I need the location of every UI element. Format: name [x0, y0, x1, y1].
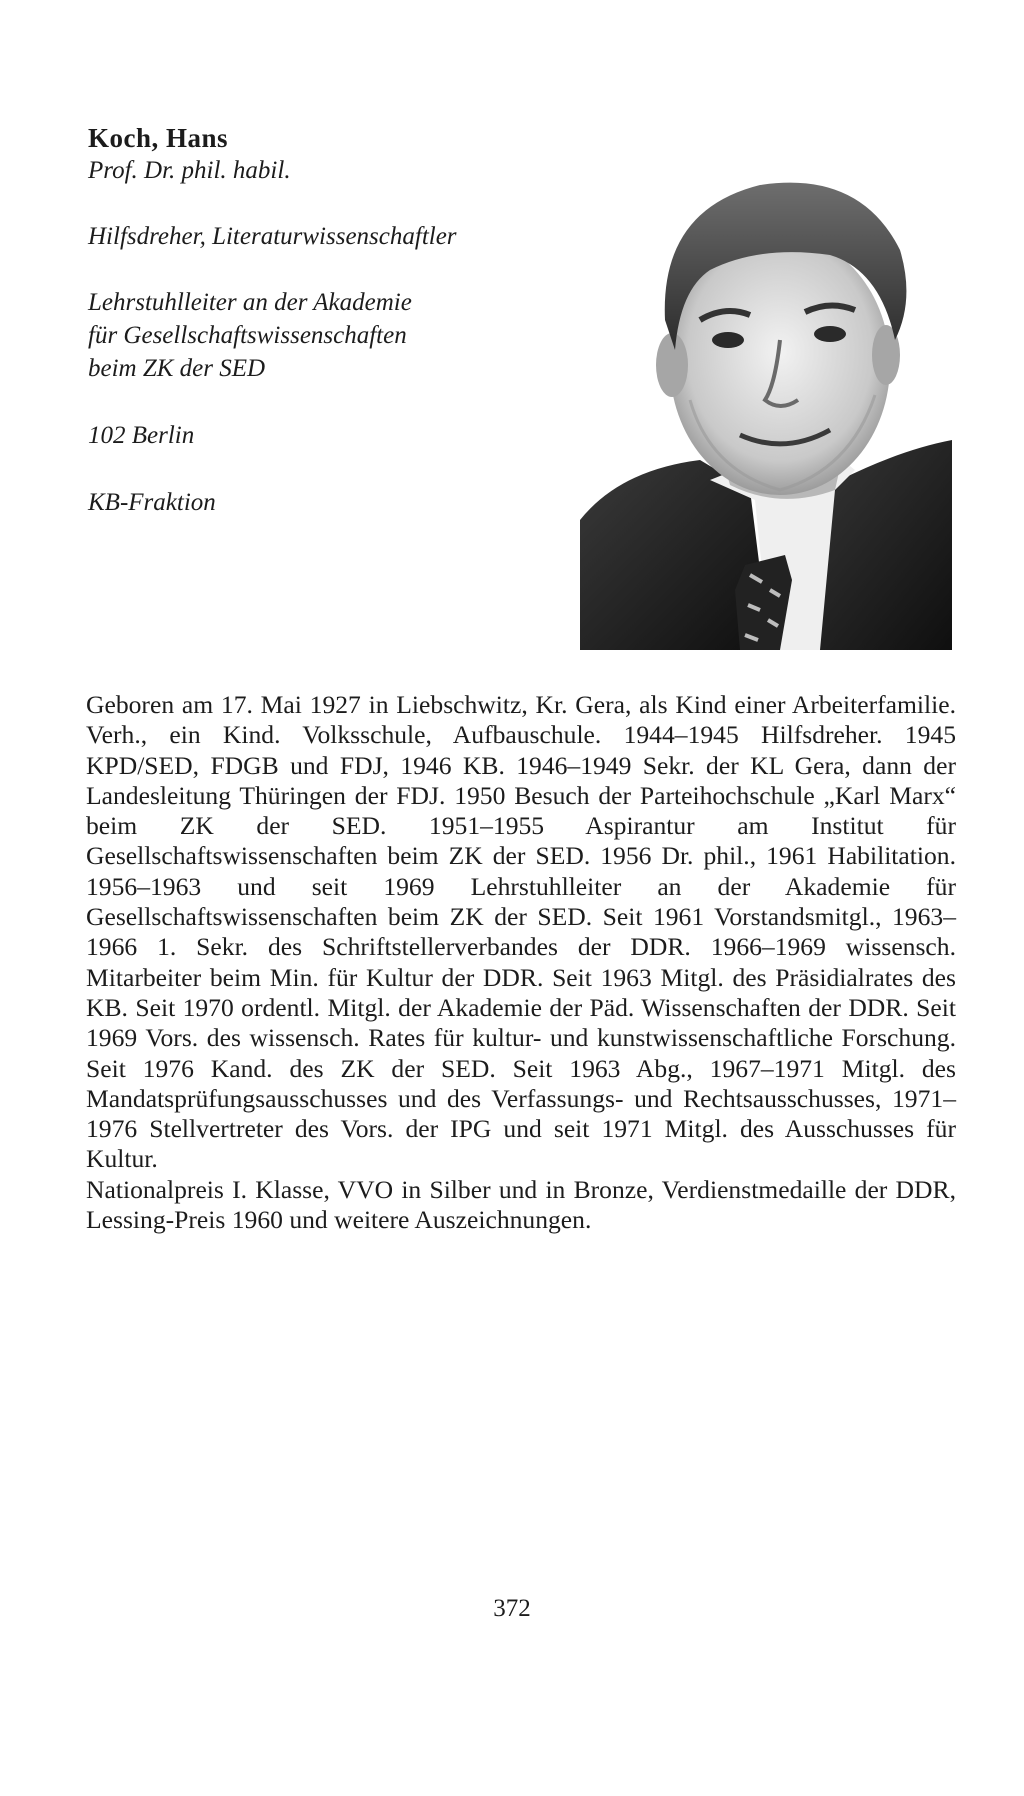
biography-awards: Nationalpreis I. Klasse, VVO in Silber und in Bronze, Verdienstmedaille der DDR, Lessing-Preis 1960 und weitere Auszeichnungen.	[86, 1174, 956, 1235]
position	[88, 286, 558, 385]
person-name: Koch, Hans	[88, 123, 229, 153]
page-number: 372	[493, 1595, 531, 1622]
position-line: für Gesellschaftswissenschaften	[88, 322, 407, 349]
portrait-photo	[580, 150, 952, 650]
fraction: KB-Fraktion	[88, 489, 216, 516]
biography-main: Geboren am 17. Mai 1927 in Liebschwitz, Kr. Gera, als Kind einer Arbeiterfamilie. Verh., ein Kind. Volksschule, Aufbauschule. 1944–1945 Hilfsdreher. 1945 KPD/SED, FDGB und FDJ, 1946 KB. 1946–1949 Sekr. der KL Gera, dann der Landesleitung Thüringen der FDJ. 1950 Besuch der Parteihochschule „Karl Marx“ beim ZK der SED. 1951–1955 Aspirantur am Institut für Gesellschaftswissenschaften beim ZK der SED. 1956 Dr. phil., 1961 Habilitation. 1956–1963 und seit 1969 Lehrstuhlleiter an der Akademie für Gesellschaftswissenschaften beim ZK der SED. Seit 1961 Vorstandsmitgl., 1963–1966 1. Sekr. des Schriftstellerverbandes der DDR. 1966–1969 wissensch. Mitarbeiter beim Min. für Kultur der DDR. Seit 1963 Mitgl. des Präsidialrates des KB. Seit 1970 ordentl. Mitgl. der Akademie der Päd. Wissenschaften der DDR. Seit 1969 Vors. des wissensch. Rates für kultur- und kunstwissenschaftliche Forschung. Seit 1976 Kand. des ZK der SED. Seit 1963 Abg., 1967–1971 Mitgl. des Mandatsprüfungsausschusses und des Verfassungs- und Rechtsausschusses, 1971–1976 Stellvertreter des Vors. der IPG und seit 1971 Mitgl. des Ausschusses für Kultur.	[86, 690, 956, 1174]
entry-header	[88, 122, 558, 519]
city: 102 Berlin	[88, 422, 195, 449]
biography	[86, 690, 956, 1235]
position-line: beim ZK der SED	[88, 355, 266, 382]
position-line: Lehrstuhlleiter an der Akademie	[88, 289, 412, 316]
academic-title: Prof. Dr. phil. habil.	[88, 157, 291, 184]
profession: Hilfsdreher, Literaturwissenschaftler	[88, 223, 457, 250]
